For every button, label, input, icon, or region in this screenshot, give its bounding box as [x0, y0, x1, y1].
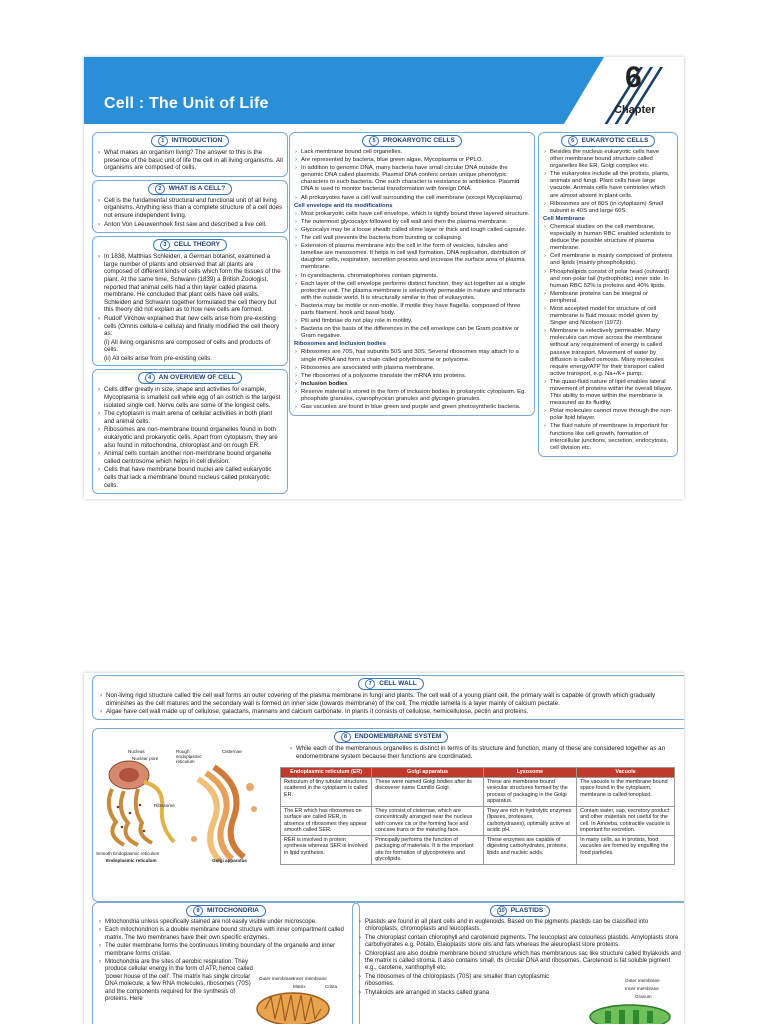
list-item: › The ribosomes of the chloroplasts (70S) are smaller than cytoplasmic ribosomes. [365, 974, 565, 989]
section-heading: 9 MITOCHONDRIA [186, 905, 266, 917]
list-item: › Non-living rigid structure called the cell wall forms an outer covering of the plasma membrane in fungi and plants. The cell wall of a young plant cell, the primary wall is capable of growth which gradually diminishes as the cell matures and the secondary wall is formed on inner side (towards membrane) of the cell. The middle lamella is a layer mainly of calcium pectate. [106, 692, 683, 707]
table-header: Lysosome [483, 768, 576, 778]
chloroplast-illustration [587, 999, 673, 1024]
section-introduction [92, 132, 288, 177]
list-item: › The outermost glycocalyx followed by cell wall and then the plasma membrane. [301, 219, 530, 226]
list-item: › Polar molecules cannot move through the non-polar lipid bilayer. [550, 408, 673, 422]
theory-point: (ii) All cells arise from pre-existing cells. [104, 354, 212, 362]
chapter-label: Chapter [614, 104, 656, 116]
list-item: › Cells that have membrane bound nuclei are called eukaryotic cells that lack a membrane bound nucleus called prokaryotic cells. [104, 466, 283, 489]
table-header: Golgi apparatus [372, 768, 484, 778]
list-item: › In cyanobacteria, chromatophores contain pigments. [301, 273, 530, 280]
list-item: › Ribosomes are associated with plasma membrane. [301, 365, 530, 372]
section-plastids [352, 902, 684, 1024]
section-prokaryotic [289, 132, 535, 416]
chapter-number: 6 [625, 61, 642, 94]
section-heading: 5 PROKARYOTIC CELLS [362, 135, 462, 147]
table-cell: The ER which has ribosomes on surface are called RER, in absence of ribosomes they appear smooth called SER. [281, 806, 372, 835]
section-heading: 10 PLASTIDS [490, 905, 551, 917]
list-item: › In 1838, Matthias Schleiden, a German botanist, examined a large number of plants and observed that all plants are composed of different kinds of cells which form the tissues of the plant. At the same time, Schwann (1839) a British Zoologist, reported that animal cells had a thin layer called plasma membrane. He concluded that plant cells have cell walls. Schleiden and Schwann together formulated the cell theory but this theory did not explain as to how new cells are formed. [104, 253, 283, 314]
table-row [281, 806, 675, 835]
list-item: › Membrane is selectively permeable. Many molecules can move across the membrane without any requirement of energy is called passive transport. Movement of water by diffusion is called osmosis. Many molecules require energy/ATP for their transport called active transport, e.g. Na+/K+ pump. [550, 328, 673, 378]
table-cell: These are membrane bound vesicular structures formed by the process of packaging in the Golgi apparatus. [483, 777, 576, 806]
section-eukaryotic [538, 132, 678, 457]
list-item: › Chemical studies on the cell membrane, especially in human RBC enabled scientists to deduce the possible structure of plasma membrane. [550, 224, 673, 252]
list-item: › Inclusion bodies [301, 381, 530, 388]
figure-label: Granum [635, 994, 652, 999]
section-heading: 1 INTRODUCTION [151, 135, 230, 147]
table-row [281, 777, 675, 806]
list-item: › The chloroplast contain chlorophyll and carotenoid pigments. The leucoplast are colourless plastids. Amyloplasts store carbohydrates e.g. Potato. Elaioplasts store oils and fats whereas the aleuroplast store proteins. [365, 935, 682, 950]
list-item: › Most accepted model for structure of cell membrane is fluid mosaic model given by Singer and Nicolson (1972). [550, 306, 673, 327]
figure-label: Outer membrane [625, 978, 660, 983]
figure-label: Outer membrane [259, 976, 294, 981]
section-overview [92, 369, 288, 494]
list-item: › Ribosomes are 70S, has subunits 50S and 30S. Several ribosomes may attach to a single mRNA and form a chain called polyribosome or polysome. [301, 349, 530, 363]
subheading: Ribosomes and Inclusion bodies [294, 341, 386, 348]
list-item: › Cells differ greatly in size, shape and activities for example, Mycoplasma is smallest cell while egg of an ostrich is the largest isolated single cell. Nerve cells are some of the longest cells. [104, 386, 283, 409]
table-header-row [281, 768, 675, 778]
list-item: › While each of the membranous organelles is distinct in terms of its structure and function, many of these are considered together as an endomembrane system because their functions are coordinated. [296, 745, 683, 760]
list-item: › Anton Von Leeuwenhoek first saw and described a live cell. [104, 221, 283, 229]
list-item: › Animal cells contain another non-membrane bound organelle called centrosome which helps in cell division. [104, 450, 283, 465]
list-item: › The cell wall prevents the bacteria from bursting or collapsing. [301, 235, 530, 242]
list-item: › The fluid nature of membrane is important for functions like cell growth, formation of intercellular junctions, secretion, endocytosis, cell division etc. [550, 423, 673, 451]
table-cell: Principally performs the function of packaging of materials. It is the important site for formation of glycoproteins and glycolipids. [372, 835, 484, 864]
table-cell: They are rich in hydrolytic enzymes (lipases, proteases, carbohydrases), optimally active at acidic pH. [483, 806, 576, 835]
figure-label: Rough endoplasmic reticulum [176, 749, 202, 764]
figure-label: Nucleus [128, 749, 145, 754]
list-item: › The eukaryotes include all the protists, plants, animals and fungi. Plant cells have large vacuole. Animals cells have centrioles which are almost absent in plant cells. [550, 171, 673, 199]
section-cell-theory [92, 236, 288, 366]
column-middle [289, 132, 535, 419]
table-row [281, 835, 675, 864]
list-item: › Reserve material is stored in the form of inclusion bodies in prokaryotic cytoplasm. Eg. phosphate granules, cyanophycean granules and glycogen granules. [301, 389, 530, 403]
section-heading: 2 WHAT IS A CELL? [148, 183, 233, 195]
list-item: › Bacteria on the basis of the differences in the cell envelope can be Gram positive or Gram negative. [301, 326, 530, 340]
list-item: › Each mitochondrion is a double membrane bound structure with inner compartment called matrix. The two membranes have their own specific enzymes. [105, 927, 354, 942]
figure-label: Nuclear pore [132, 756, 159, 761]
section-mitochondria [92, 902, 360, 1024]
list-item: › Ribosomes are of 80S (in cytoplasm) Small subunit is 40S and large 60S. [550, 201, 673, 215]
list-item: › Cell membrane is mainly composed of proteins and lipids (mainly phospholipids). [550, 253, 673, 267]
list-item: › Algae have cell wall made up of cellulose, galactans, mannans and calcium carbonate. In plants it consists of cellulose, hemicellulose, pectin and proteins. [106, 708, 683, 716]
column-left [92, 132, 288, 497]
list-item: › Bacteria may be motile or non-motile. If motile they have flagella, composed of three parts filament, hook and basal body. [301, 303, 530, 317]
table-cell: RER is involved in protein synthesis whereas SER is involved in lipid synthesis. [281, 835, 372, 864]
endomembrane-table [280, 767, 675, 865]
figure-label: Endoplasmic reticulum [106, 858, 157, 863]
list-item: › Each layer of the cell envelope performs distinct function, they act together as a single protective unit. The plasma membrane is selectively permeable in nature and interacts with the outside world. It is structurally similar to that of eukaryotes. [301, 281, 530, 302]
list-item: › In addition to genomic DNA, many bacteria have small circular DNA outside the genomic DNA called plasmids. Plasmid DNA confers certain unique phenotypic characters to such bacteria. One such character is resistance to antibiotics. Plasmid DNA is used to monitor bacterial transformation with foreign DNA. [301, 165, 530, 193]
table-cell: These enzymes are capable of digesting carbohydrates, proteins, lipids and nucleic acids. [483, 835, 576, 864]
list-item: › Extension of plasma membrane into the cell in the form of vesicles, tubules and lamellae are mesosomes. It helps in cell wall formation, DNA replication, distribution of daughter cells, respiration, secretion process and increase the surface area of plasma membrane. [301, 243, 530, 271]
list-item: › Rudolf Virchow explained that new cells arise from pre-existing cells (Omnis cellula-e cellula) and finally modified the cell theory as: [104, 315, 283, 338]
figure-label: Smooth Endoplasmic reticulum [96, 851, 160, 856]
list-item: › Ribosomes are non-membrane bound organelles found in both eukaryotic and prokaryotic cells. Apart from cytoplasm, they are also found in mitochondria, chloroplast and on rough ER. [104, 426, 283, 449]
list-item: › Besides the nucleus eukaryotic cells have other membrane bound structure called organelles like ER, Golgi complex etc. [550, 149, 673, 170]
list-item: › The cytoplasm is main arena of cellular activities in both plant and animal cells. [104, 410, 283, 425]
list-item: › Phospholipids consist of polar head (outward) and non-polar tail (hydrophobic) inner side. In human RBC 52% is proteins and 40% lipids. [550, 269, 673, 290]
chapter-banner [84, 57, 684, 124]
figure-label: Inner membrane [293, 976, 327, 981]
list-item: › Mitochondria unless specifically stained are not easily visible under microscope. [105, 919, 354, 926]
list-item: › Thylakoids are arranged in stacks called grana [365, 990, 565, 997]
subheading: Cell envelope and its modifications [294, 202, 393, 209]
section-cell-wall [92, 675, 684, 720]
section-heading: 6 EUKARYOTIC CELLS [561, 135, 656, 147]
figure-label: Golgi apparatus [212, 858, 247, 863]
list-item: › Glycocalyx may be a loose sheath called slime layer or thick and tough called capsule. [301, 227, 530, 234]
table-cell: These were named Golgi bodies after its discoverer name Camillo Golgi. [372, 777, 484, 806]
list-item: › Pili and fimbriae do not play role in motility. [301, 318, 530, 325]
list-item: › All prokaryotes have a cell wall surrounding the cell membrane (except Mycoplasma) [301, 195, 530, 202]
list-item: › What makes an organism living? The answer to this is the presence of the basic unit of life the cell in all living organisms. All organisms are composed of cells. [104, 149, 283, 172]
list-item: › Gas vacuoles are found in blue green and purple and green photosynthetic bacteria. [301, 404, 530, 411]
section-what-is-cell [92, 180, 288, 233]
list-item: › Cell is the fundamental structural and functional unit of all living organisms. Anything less than a complete structure of a cell does not ensure independent living. [104, 197, 283, 220]
theory-point: (i) All living organisms are composed of cells and products of cells. [104, 338, 271, 354]
section-heading: 8 ENDOMEMBRANE SYSTEM [334, 731, 449, 743]
section-heading: 7 CELL WALL [358, 678, 424, 690]
section-heading: 3 CELL THEORY [153, 239, 227, 251]
table-cell: Reticulum of tiny tubular structures scattered in the cytoplasm is called ER. [281, 777, 372, 806]
section-heading: 4 AN OVERVIEW OF CELL [138, 372, 243, 384]
list-item: › Lack membrane bound cell organelles. [301, 149, 530, 156]
list-item: › Plastids are found in all plant cells and in euglenoids. Based on the pigments plastids can be classified into chloroplasts, chromoplasts and leucoplasts. [365, 919, 682, 934]
figure-label: Ribosome [154, 803, 175, 808]
column-right [538, 132, 678, 460]
table-cell: They consist of cisternae, which are concentrically arranged near the nucleus with convex cis or the forming face and concave trans or the maturing face. [372, 806, 484, 835]
list-item: › Most prokaryotic cells have cell envelope, which is tightly bound three layered structure. [301, 211, 530, 218]
figure-label: Crista [325, 984, 337, 989]
table-cell: In many cells, as in protists, food vacuoles are formed by engulfing the food particles. [577, 835, 675, 864]
figure-label: Matrix [293, 984, 306, 989]
page-1 [84, 57, 684, 499]
list-item: › The outer membrane forms the continuous limiting boundary of the organelle and inner membrane forms cristae. [105, 943, 354, 958]
list-item: › Chloroplast are also double membrane bound structure which has membranous sac like structure called thylakoids and the matrix is called stroma. It also contains small, ds circular DNA and ribosomes. Carotenoid is fat soluble pigment e.g., carotene, xanthophyll etc. [365, 951, 682, 973]
endomembrane-figure [94, 747, 274, 867]
table-cell: The vacuole is the membrane bound space found in the cytoplasm, membrane is called tonoplast. [577, 777, 675, 806]
figure-label: Cisternae [222, 749, 242, 754]
list-item: › Are represented by bacteria, blue green algae, Mycoplasma or PPLO. [301, 157, 530, 164]
list-item: › Mitochondria are the sites of aerobic respiration. They produce cellular energy in the form of ATP, hence called 'power house of the cell'. The matrix has single circular DNA molecule, a few RNA molecules, ribosomes (70S) and the components required for the synthesis of proteins. Here [105, 959, 253, 1003]
chapter-title: Cell : The Unit of Life [104, 95, 269, 112]
list-item: › The ribosomes of a polysome translate the mRNA into proteins. [301, 373, 530, 380]
list-item: › Membrane proteins can be integral or peripheral. [550, 291, 673, 305]
subheading: Cell Membrane [543, 215, 585, 222]
table-header: Vacuole [577, 768, 675, 778]
table-header: Endoplasmic reticulum (ER) [281, 768, 372, 778]
figure-label: Inner membrane [625, 986, 659, 991]
table-cell: Contain water, sap, excretory product and other materials not useful for the cell. In Amoeba, contractile vacuole is important for excretion. [577, 806, 675, 835]
er-golgi-illustration [94, 747, 274, 867]
endomembrane-intro [289, 745, 683, 760]
list-item: › The quasi-fluid nature of lipid enables lateral movement of proteins within the overall bilayer. This ability to move within the membrane is measured as its fluidity. [550, 379, 673, 407]
page-2 [84, 673, 684, 1024]
